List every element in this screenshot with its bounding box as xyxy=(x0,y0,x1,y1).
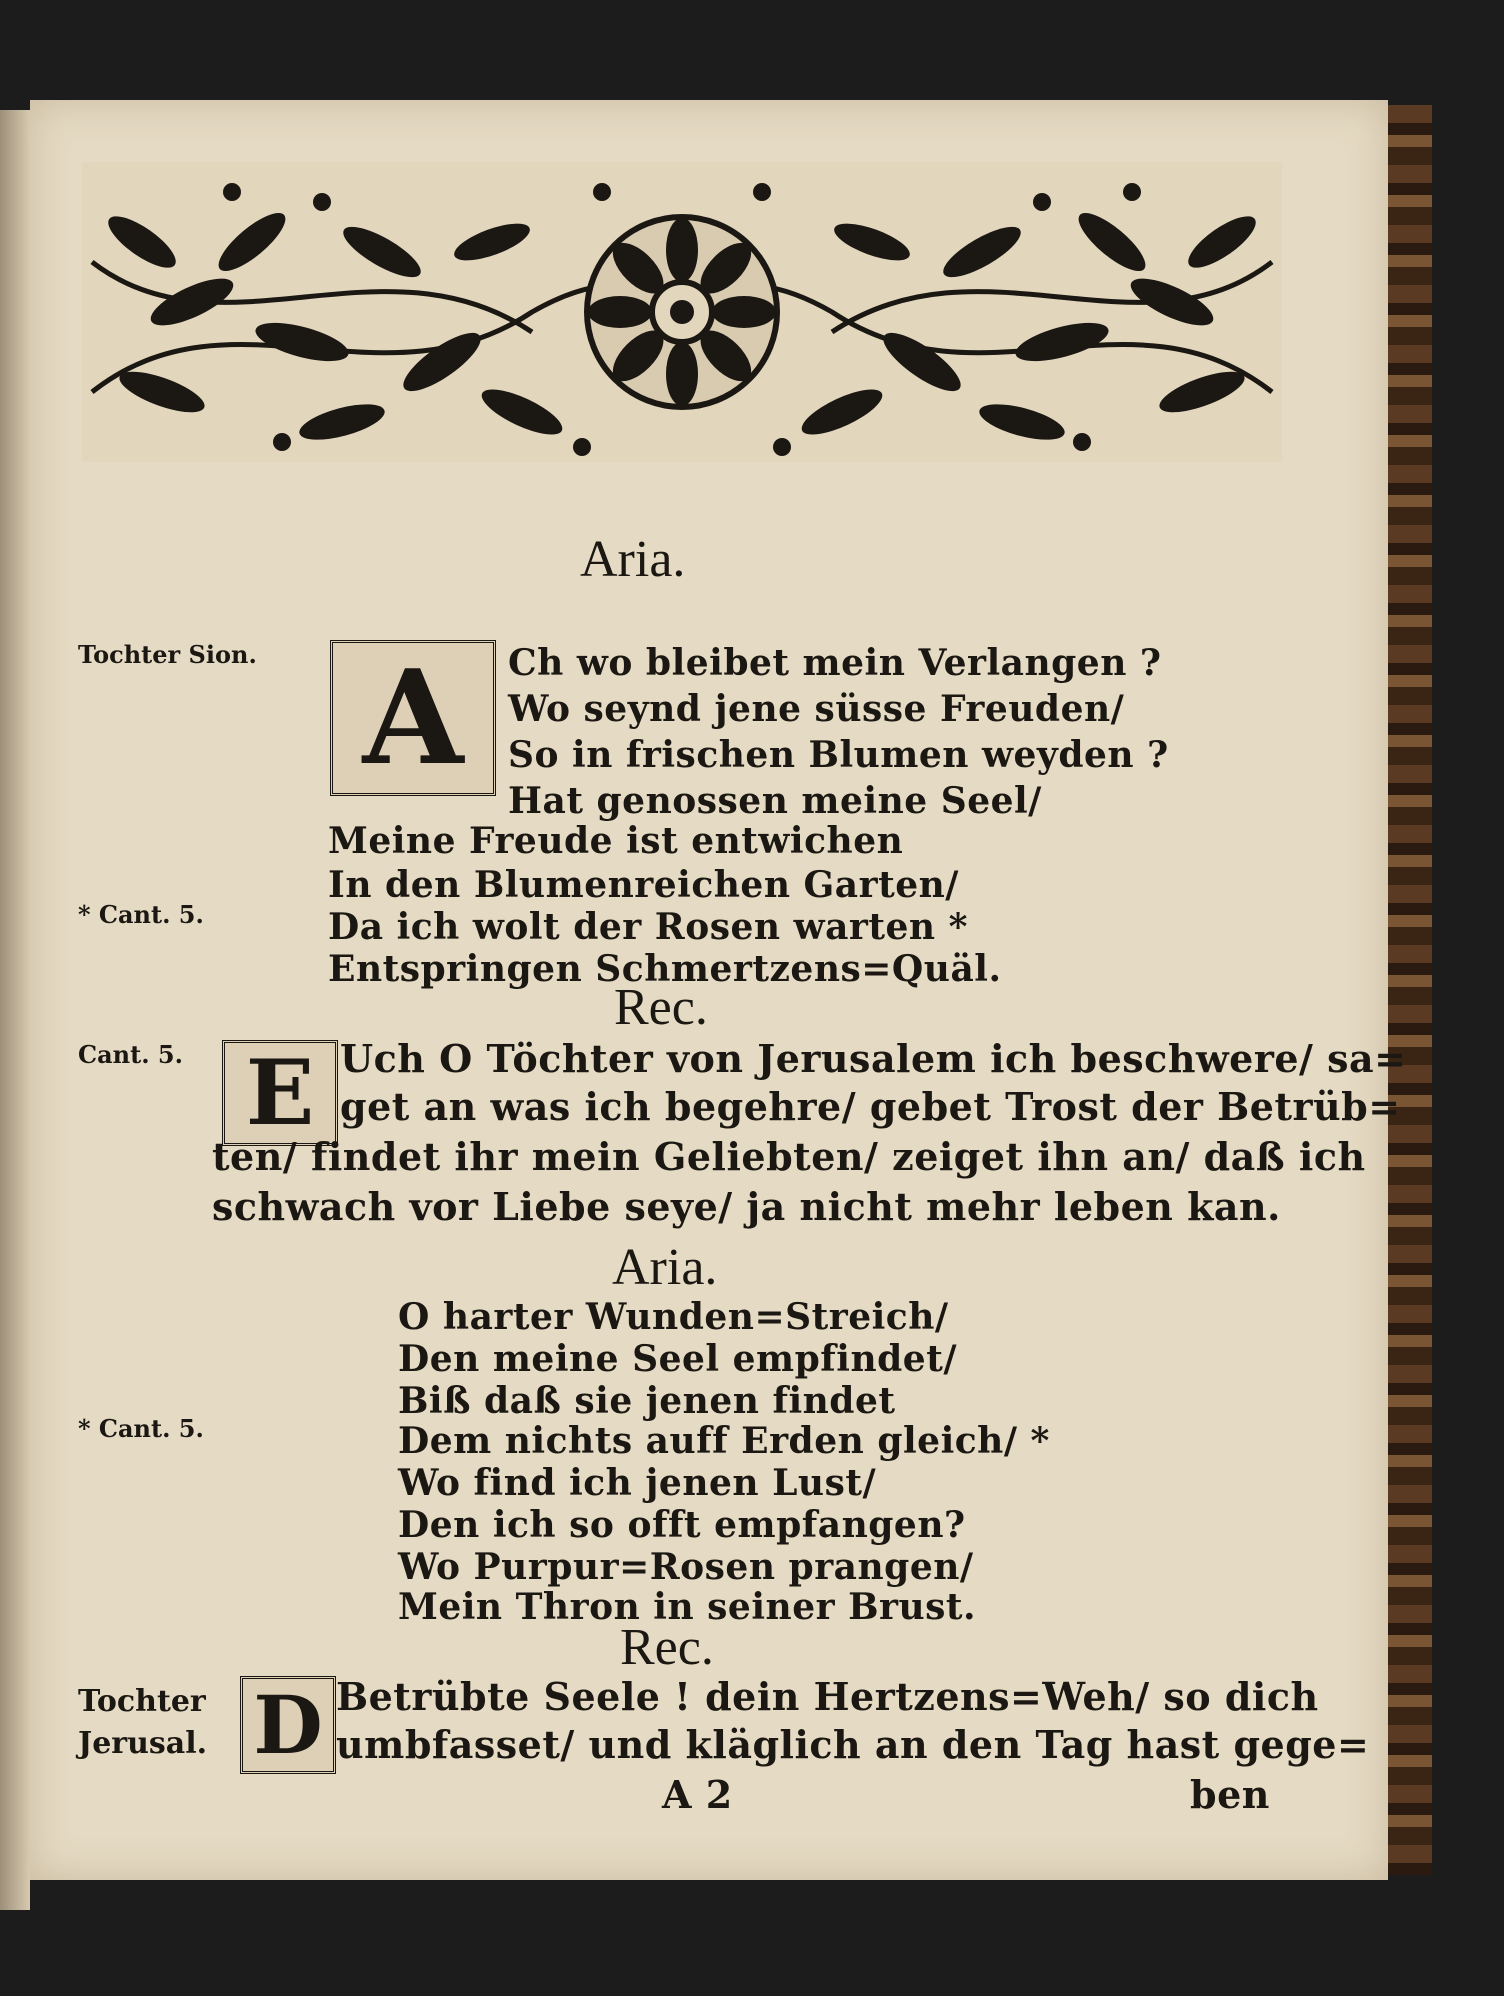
speaker-label: Tochter Sion. xyxy=(78,640,257,669)
verse-line: Dem nichts auff Erden gleich/ * xyxy=(398,1420,1050,1462)
verse-line: In den Blumenreichen Garten/ xyxy=(328,864,959,906)
speaker-label: Tochter xyxy=(78,1684,206,1719)
prose-line: umbfasset/ und kläglich an den Tag hast gege= xyxy=(336,1722,1370,1767)
margin-note: * Cant. 5. xyxy=(78,1414,204,1443)
rec-heading: Rec. xyxy=(614,979,708,1036)
catchword: ben xyxy=(1190,1772,1270,1817)
verse-line: O harter Wunden=Streich/ xyxy=(398,1296,949,1338)
prose-line: ten/ findet ihr mein Geliebten/ zeiget ihn an/ daß ich xyxy=(212,1134,1366,1179)
decorated-initial: D xyxy=(240,1676,336,1774)
aria-heading: Aria. xyxy=(612,1239,718,1296)
prose-line: get an was ich begehre/ gebet Trost der Betrüb= xyxy=(340,1084,1401,1129)
verse-line: Wo find ich jenen Lust/ xyxy=(398,1462,877,1504)
verse-line: Da ich wolt der Rosen warten * xyxy=(328,906,968,948)
verse-line: Meine Freude ist entwichen xyxy=(328,820,904,862)
decorated-initial: E xyxy=(222,1040,338,1146)
verse-line: Entspringen Schmertzens=Quäl. xyxy=(328,948,1002,990)
verse-line: Hat genossen meine Seel/ xyxy=(508,780,1042,822)
margin-note: * Cant. 5. xyxy=(78,900,204,929)
verse-line: Den meine Seel empfindet/ xyxy=(398,1338,957,1380)
page-signature: A 2 xyxy=(662,1772,733,1817)
speaker-label: Jerusal. xyxy=(78,1726,208,1761)
margin-note: Cant. 5. xyxy=(78,1040,183,1069)
verse-line: Wo seynd jene süsse Freuden/ xyxy=(508,688,1125,730)
verse-line: Biß daß sie jenen findet xyxy=(398,1380,896,1422)
prose-line: schwach vor Liebe seye/ ja nicht mehr leben kan. xyxy=(212,1184,1281,1229)
decorated-initial: A xyxy=(330,640,496,796)
left-page-edge xyxy=(0,110,30,1910)
verse-line: Den ich so offt empfangen? xyxy=(398,1504,966,1546)
floral-headpiece-ornament xyxy=(82,162,1282,462)
prose-line: Betrübte Seele ! dein Hertzens=Weh/ so dich xyxy=(336,1674,1319,1719)
rec-heading: Rec. xyxy=(620,1619,714,1676)
verse-line: Wo Purpur=Rosen prangen/ xyxy=(398,1546,974,1588)
prose-line: Uch O Töchter von Jerusalem ich beschwere/ sa= xyxy=(340,1036,1407,1081)
verse-line: Ch wo bleibet mein Verlangen ? xyxy=(508,642,1162,684)
verse-line: So in frischen Blumen weyden ? xyxy=(508,734,1169,776)
aria-heading: Aria. xyxy=(580,531,686,588)
book-edge xyxy=(1388,105,1432,1875)
verse-line: Mein Thron in seiner Brust. xyxy=(398,1586,977,1628)
